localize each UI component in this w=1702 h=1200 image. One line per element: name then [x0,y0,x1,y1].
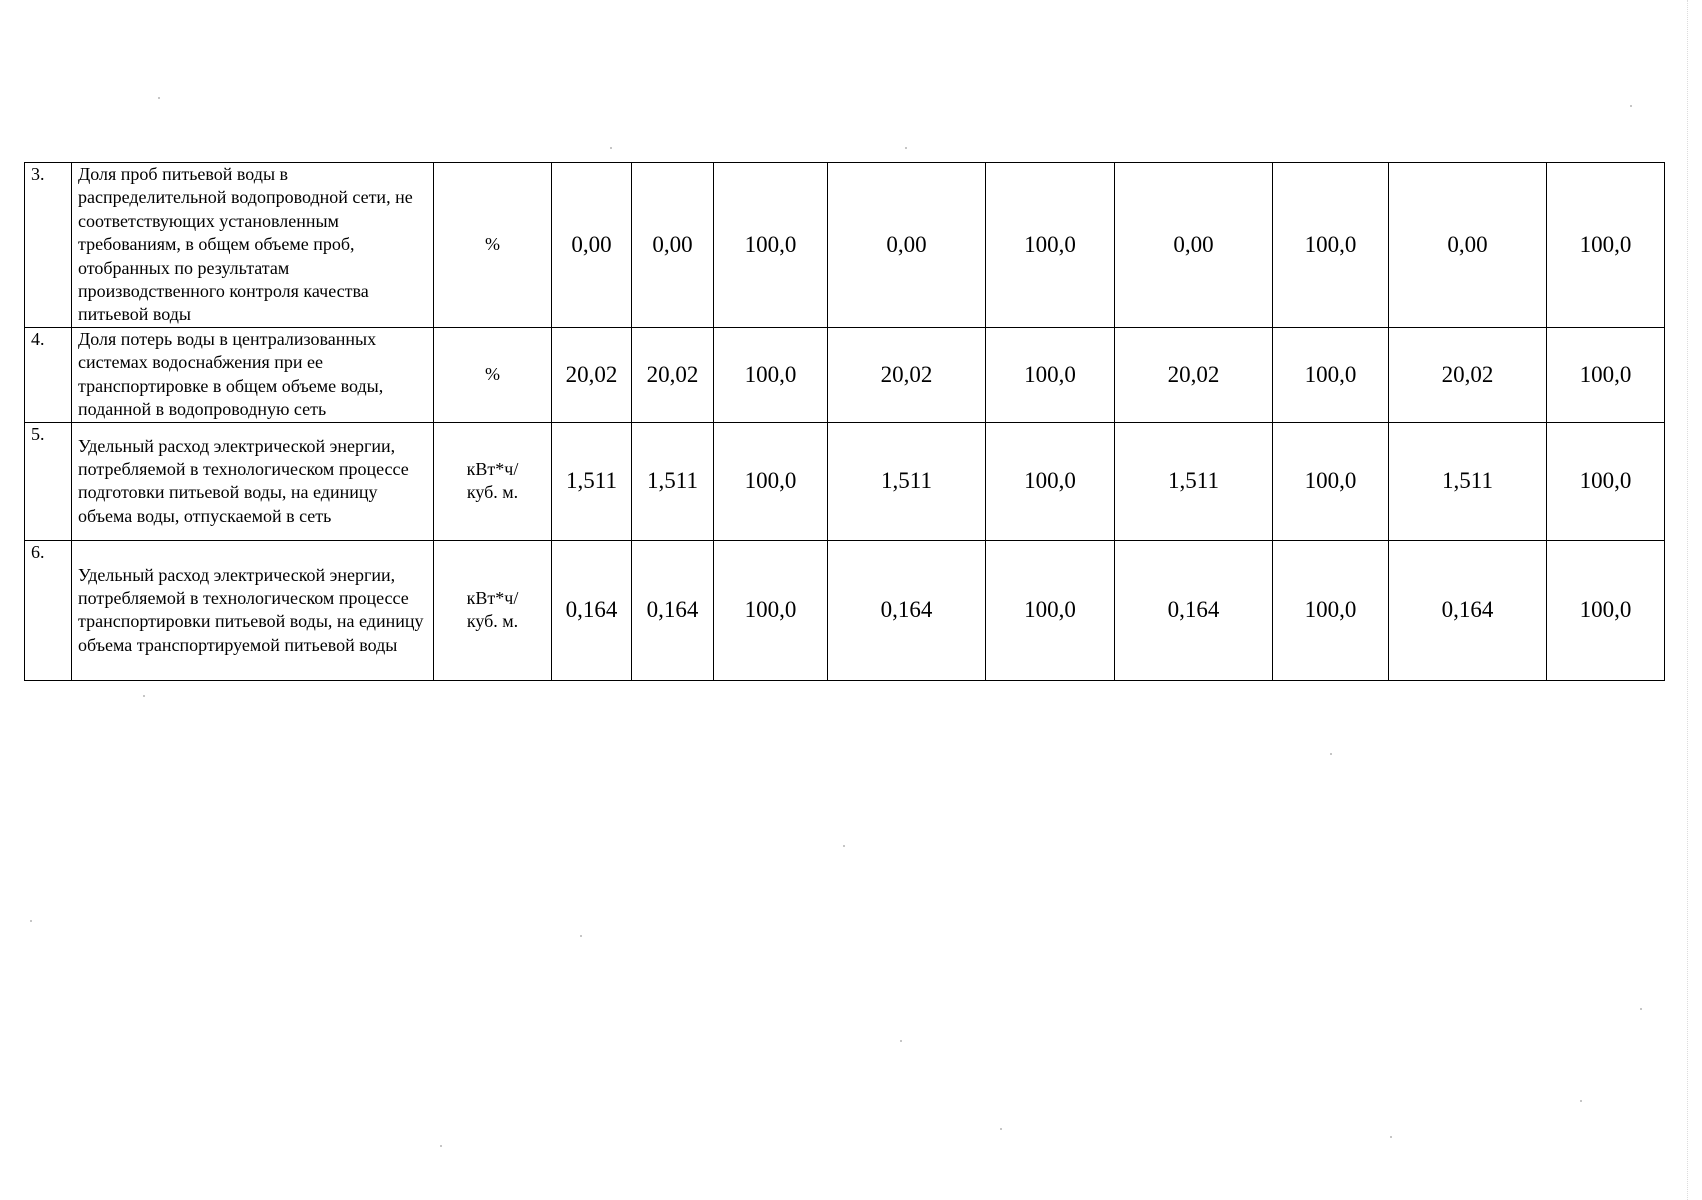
value-cell: 100,0 [1273,540,1389,680]
value-cell: 100,0 [1273,163,1389,328]
scan-edge-artifact [1687,0,1702,1200]
unit-label: кВт*ч/ [466,588,519,609]
value-cell: 0,00 [632,163,714,328]
value-cell: 100,0 [986,422,1115,540]
value-cell: 20,02 [1115,327,1273,422]
indicators-table [24,162,1665,681]
scan-speck [610,147,612,149]
value-cell: 1,511 [552,422,632,540]
value-cell: 100,0 [714,540,828,680]
value-cell: 100,0 [1547,422,1665,540]
scan-speck [900,1040,902,1042]
unit-cell [434,540,552,680]
value-cell: 20,02 [552,327,632,422]
scan-speck [158,97,160,99]
value-cell: 20,02 [828,327,986,422]
value-cell: 100,0 [1273,422,1389,540]
scan-speck [905,147,907,149]
scan-speck [143,695,145,697]
value-cell: 100,0 [1547,327,1665,422]
value-cell: 100,0 [1547,540,1665,680]
row-number: 4. [25,327,72,422]
unit-label: кВт*ч/ [466,459,519,480]
table-row [25,163,1665,328]
scan-speck [580,935,582,937]
scan-speck [843,845,845,847]
value-cell: 100,0 [986,327,1115,422]
value-cell: 100,0 [986,163,1115,328]
row-number: 5. [25,422,72,540]
scan-speck [440,1145,442,1147]
unit-cell [434,327,552,422]
value-cell: 0,164 [632,540,714,680]
row-number: 6. [25,540,72,680]
value-cell: 0,164 [1115,540,1273,680]
table-row [25,422,1665,540]
value-cell: 0,164 [552,540,632,680]
scan-speck [1000,1128,1002,1130]
value-cell: 0,164 [1389,540,1547,680]
value-cell: 100,0 [714,422,828,540]
row-number: 3. [25,163,72,328]
unit-cell [434,422,552,540]
indicator-name: Удельный расход электрической энергии, потребляемой в технологическом процессе транспортировки питьевой воды, на единицу объема транспортируемой питьевой воды [72,540,434,680]
value-cell: 100,0 [1547,163,1665,328]
table-body [25,163,1665,681]
value-cell: 0,00 [1115,163,1273,328]
unit-cell [434,163,552,328]
value-cell: 100,0 [714,163,828,328]
indicator-name: Удельный расход электрической энергии, потребляемой в технологическом процессе подготовки питьевой воды, на единицу объема воды, отпускаемой в сеть [72,422,434,540]
indicator-name: Доля проб питьевой воды в распределительной водопроводной сети, не соответствующих установленным требованиям, в общем объеме проб, отобранных по результатам производственного контроля качества питьевой воды [72,163,434,328]
unit-label: % [485,234,500,255]
scan-speck [1580,1100,1582,1102]
value-cell: 0,164 [828,540,986,680]
scan-speck [1390,1136,1392,1138]
indicator-name: Доля потерь воды в централизованных системах водоснабжения при ее транспортировке в общем объеме воды, поданной в водопроводную сеть [72,327,434,422]
value-cell: 100,0 [1273,327,1389,422]
value-cell: 100,0 [986,540,1115,680]
unit-label: % [485,364,500,385]
value-cell: 1,511 [828,422,986,540]
value-cell: 100,0 [714,327,828,422]
scan-speck [30,920,32,922]
value-cell: 1,511 [1389,422,1547,540]
unit-label-2: куб. м. [466,611,519,632]
scan-speck [1640,1008,1642,1010]
value-cell: 20,02 [632,327,714,422]
table-row [25,327,1665,422]
scan-speck [1330,753,1332,755]
value-cell: 0,00 [1389,163,1547,328]
value-cell: 1,511 [1115,422,1273,540]
value-cell: 20,02 [1389,327,1547,422]
scan-speck [1630,105,1632,107]
value-cell: 0,00 [552,163,632,328]
value-cell: 1,511 [632,422,714,540]
unit-label-2: куб. м. [466,482,519,503]
table-row [25,540,1665,680]
value-cell: 0,00 [828,163,986,328]
